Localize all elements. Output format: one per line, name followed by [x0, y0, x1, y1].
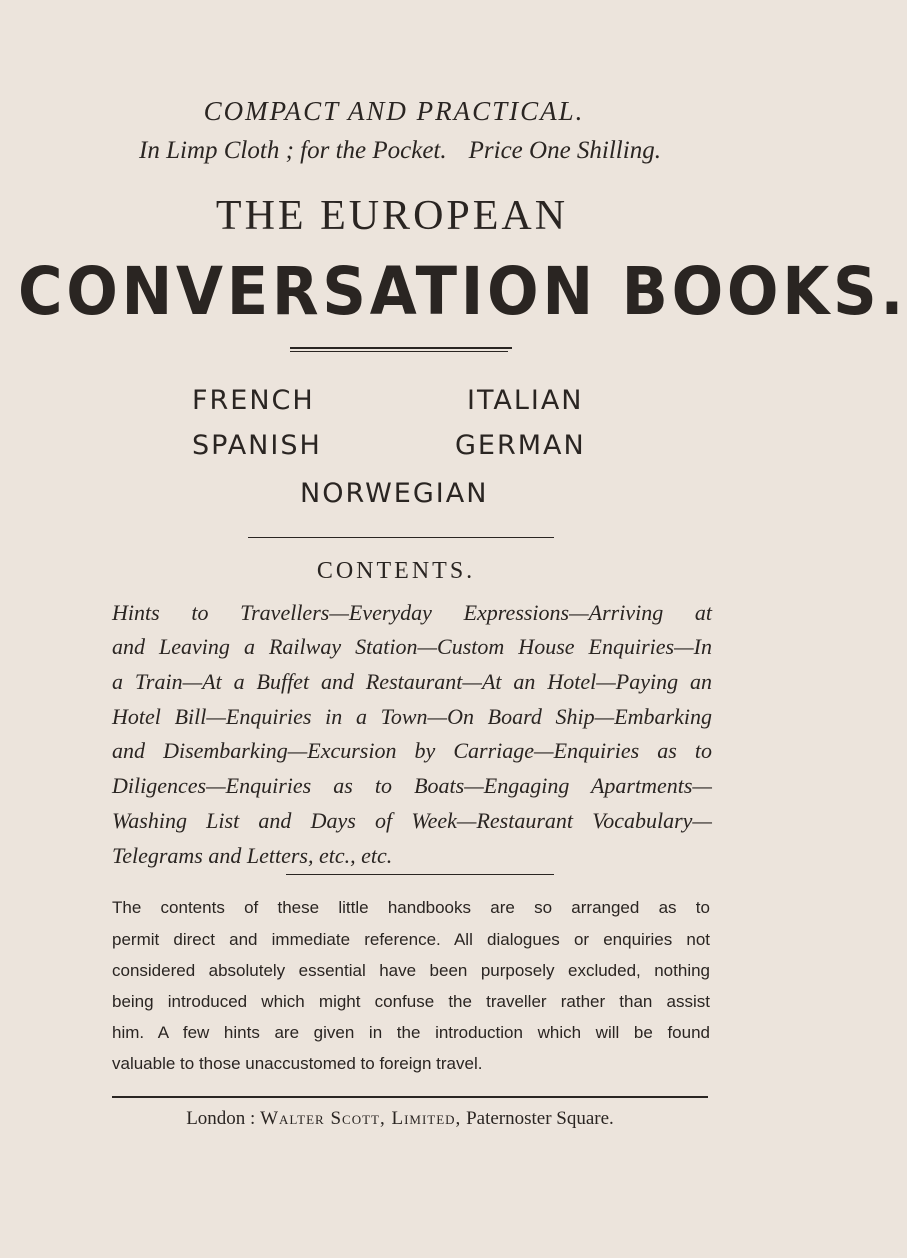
series-title-line2: CONVERSATION BOOKS. [18, 253, 907, 330]
imprint-rule [112, 1096, 708, 1098]
title-rule-bottom [290, 351, 508, 352]
format-note: In Limp Cloth ; for the Pocket. [139, 137, 447, 164]
imprint [0, 1108, 800, 1130]
description-line: him. A few hints are given in the introduction which will be found [112, 1023, 710, 1042]
contents-rule [286, 874, 554, 875]
format-and-price [0, 137, 800, 165]
description-line: valuable to those unaccustomed to foreign travel. [112, 1054, 483, 1073]
description-line: being introduced which might confuse the traveller rather than assist [112, 992, 710, 1011]
language-italian: ITALIAN [467, 385, 584, 416]
price-note: Price One Shilling. [468, 137, 661, 164]
language-french: FRENCH [192, 385, 315, 416]
contents-line: Washing List and Days of Week—Restaurant Vocabulary— [112, 808, 712, 833]
description-line: permit direct and immediate reference. All dialogues or enquiries not [112, 930, 710, 949]
imprint-prefix: London : [186, 1108, 256, 1129]
language-spanish: SPANISH [192, 430, 322, 461]
tagline: COMPACT AND PRACTICAL. [203, 96, 585, 126]
description-line: The contents of these little handbooks are so arranged as to [112, 898, 710, 917]
contents-line: Hotel Bill—Enquiries in a Town—On Board Ship—Embarking [112, 704, 712, 729]
contents-line: Hints to Travellers—Everyday Expressions—Arriving at [112, 600, 712, 625]
contents-heading: CONTENTS. [316, 558, 476, 584]
imprint-location: Paternoster Square. [466, 1108, 614, 1129]
contents-line: and Disembarking—Excursion by Carriage—Enquiries as to [112, 738, 712, 763]
contents-line: and Leaving a Railway Station—Custom House Enquiries—In [112, 634, 712, 659]
contents-line: a Train—At a Buffet and Restaurant—At an Hotel—Paying an [112, 669, 712, 694]
languages-rule [248, 537, 554, 538]
series-title-line1: THE EUROPEAN [215, 193, 569, 239]
language-german: GERMAN [455, 430, 586, 461]
contents-line: Telegrams and Letters, etc., etc. [112, 843, 393, 868]
description-line: considered absolutely essential have been purposely excluded, nothing [112, 961, 710, 980]
title-rule-top [290, 347, 512, 349]
language-norwegian: NORWEGIAN [300, 478, 489, 509]
imprint-publisher: Walter Scott, Limited, [260, 1108, 462, 1129]
contents-line: Diligences—Enquiries as to Boats—Engaging Apartments— [112, 773, 712, 798]
